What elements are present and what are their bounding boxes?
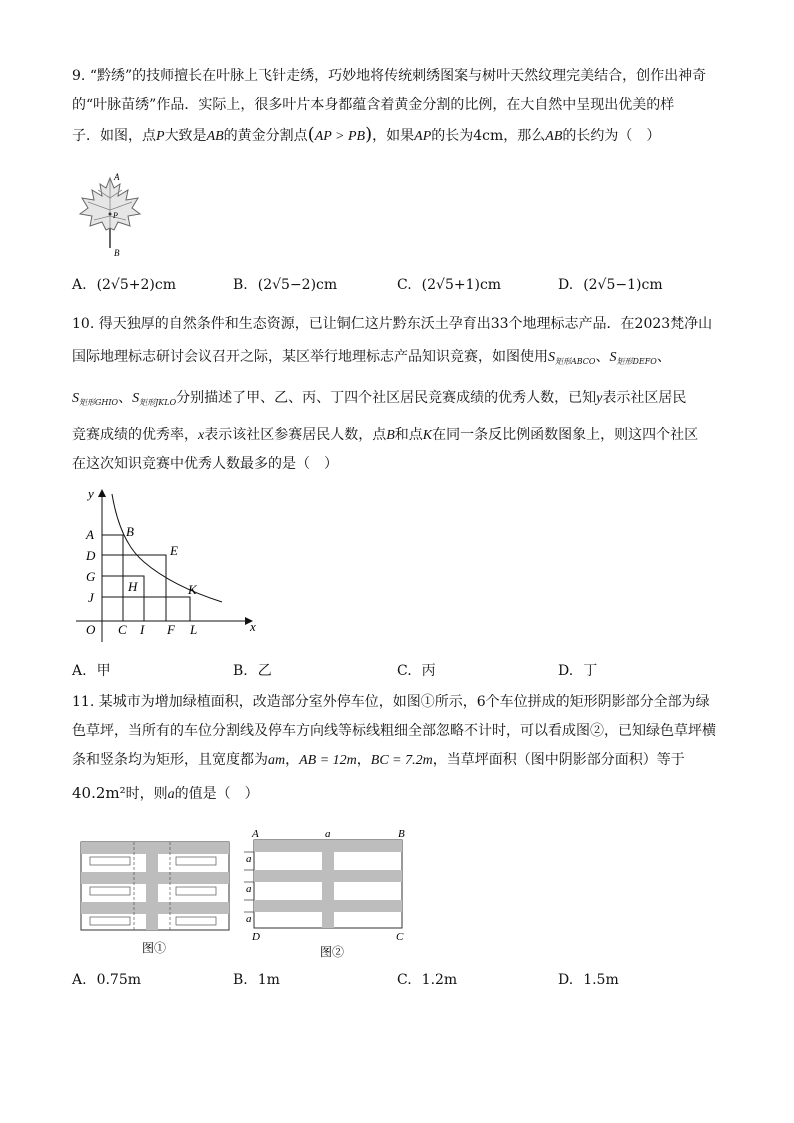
fig2-width-a-top: a xyxy=(325,828,331,840)
q9-option-d[interactable]: D. (2√5−1)cm xyxy=(558,277,663,293)
q11-option-c[interactable]: C. 1.2m xyxy=(397,972,458,988)
axis-label-x: x xyxy=(250,619,256,634)
fig2-label-b-corner: B xyxy=(398,828,405,840)
x-label-l: L xyxy=(190,622,198,637)
q9-option-c[interactable]: C. (2√5+1)cm xyxy=(397,277,502,293)
leaf-label-b: B xyxy=(114,248,120,258)
q11-option-a[interactable]: A. 0.75m xyxy=(72,972,142,988)
point-label-e: E xyxy=(170,543,178,558)
parking-figure-1 xyxy=(80,840,232,962)
q9-line-2: 的“叶脉苗绣”作品．实际上，很多叶片本身都蕴含着黄金分割的比例，在大自然中呈现出优美的样 xyxy=(72,97,675,113)
q10-option-a[interactable]: A. 甲 xyxy=(72,663,111,679)
q9-option-a[interactable]: A. (2√5+2)cm xyxy=(72,277,176,293)
q11-options xyxy=(72,972,724,996)
point-p-dot xyxy=(109,213,112,216)
fig2-label-a-corner: A xyxy=(252,828,259,840)
q11-line-2: 色草坪，当所有的车位分割线及停车方向线等标线粗细全部忽略不计时，可以看成图②，已知绿色草坪横 xyxy=(72,723,716,739)
y-label-a: A xyxy=(86,527,94,542)
q10-line-5: 在这次知识竞赛中优秀人数最多的是（ ） xyxy=(72,456,338,472)
point-label-b: B xyxy=(126,524,134,539)
axis-label-y: y xyxy=(88,486,94,501)
x-label-f: F xyxy=(167,622,175,637)
x-label-i: I xyxy=(140,622,145,637)
q10-option-d[interactable]: D. 丁 xyxy=(558,663,598,679)
fig2-label-c-corner: C xyxy=(396,931,404,943)
point-label-h: H xyxy=(128,579,138,594)
fig2-label-d-corner: D xyxy=(252,931,260,943)
parking-figure-2 xyxy=(244,826,414,962)
q10-line-4: 竞赛成绩的优秀率，x表示该社区参赛居民人数，点B和点K在同一条反比例函数图象上，则这四个社区 xyxy=(72,427,699,443)
origin-label: O xyxy=(86,622,96,637)
maple-leaf-figure xyxy=(74,170,146,260)
q10-option-c[interactable]: C. 丙 xyxy=(397,663,436,679)
q11-option-b[interactable]: B. 1m xyxy=(233,972,280,988)
q11-line-3: 条和竖条均为矩形，且宽度都为am，AB = 12m，BC = 7.2m，当草坪面积（图中阴影部分面积）等于 xyxy=(72,752,685,768)
q10-options xyxy=(72,660,724,684)
q11-option-d[interactable]: D. 1.5m xyxy=(558,972,619,988)
q11-number: 11. xyxy=(72,694,95,710)
question-11 xyxy=(72,688,724,813)
q9-option-b[interactable]: B. (2√5−2)cm xyxy=(233,277,338,293)
leaf-label-a: A xyxy=(114,172,120,182)
question-10 xyxy=(72,310,724,479)
q9-line-1: 9. “黔绣”的技师擅长在叶脉上飞针走绣，巧妙地将传统刺绣图案与树叶天然纹理完美结合，创作出神奇 xyxy=(72,68,707,84)
inverse-function-graph xyxy=(72,482,262,652)
y-label-d: D xyxy=(86,548,96,563)
figure-1-caption: 图① xyxy=(142,941,167,955)
fig2-width-a-row3: a xyxy=(246,913,252,925)
q11-line-1: 11. 某城市为增加绿植面积，改造部分室外停车位，如图①所示，6个车位拼成的矩形阴影部分全部为绿 xyxy=(72,694,710,710)
q10-line-3: $S_{矩形GHIO}$、$S_{矩形JKLO}$分别描述了甲、乙、丙、丁四个社区居民竞赛成绩的优秀人数，已知y表示社区居民 xyxy=(72,390,687,407)
figure-2-caption: 图② xyxy=(320,945,345,959)
q9-options xyxy=(72,277,724,301)
rect-jklo xyxy=(102,597,190,621)
point-label-k: K xyxy=(188,582,197,597)
question-9 xyxy=(72,62,724,151)
y-label-j: J xyxy=(88,590,94,605)
fig2-width-a-row2: a xyxy=(246,883,252,895)
q10-line-1: 10. 得天独厚的自然条件和生态资源，已让铜仁这片黔东沃土孕育出33个地理标志产品．在2023梵净山 xyxy=(72,316,713,332)
rect-abco xyxy=(102,535,123,621)
y-label-g: G xyxy=(86,569,96,584)
q10-line-2: 国际地理标志研讨会议召开之际，某区举行地理标志产品知识竞赛，如图使用$S_{矩形ABCO}$、$S_{矩形DEFO}$、 xyxy=(72,349,671,366)
q9-number: 9. xyxy=(72,68,86,84)
x-label-c: C xyxy=(118,622,127,637)
q11-line-4: 40.2m²时，则a的值是（ ） xyxy=(72,784,259,802)
q9-line-3: 子．如图，点P大致是AB的黄金分割点(AP > PB)，如果AP的长为4cm，那么AB的长约为（ ） xyxy=(72,124,661,145)
fig2-width-a-row1: a xyxy=(246,853,252,865)
q10-option-b[interactable]: B. 乙 xyxy=(233,663,272,679)
leaf-label-p: P xyxy=(113,211,118,220)
q10-number: 10. xyxy=(72,316,95,332)
